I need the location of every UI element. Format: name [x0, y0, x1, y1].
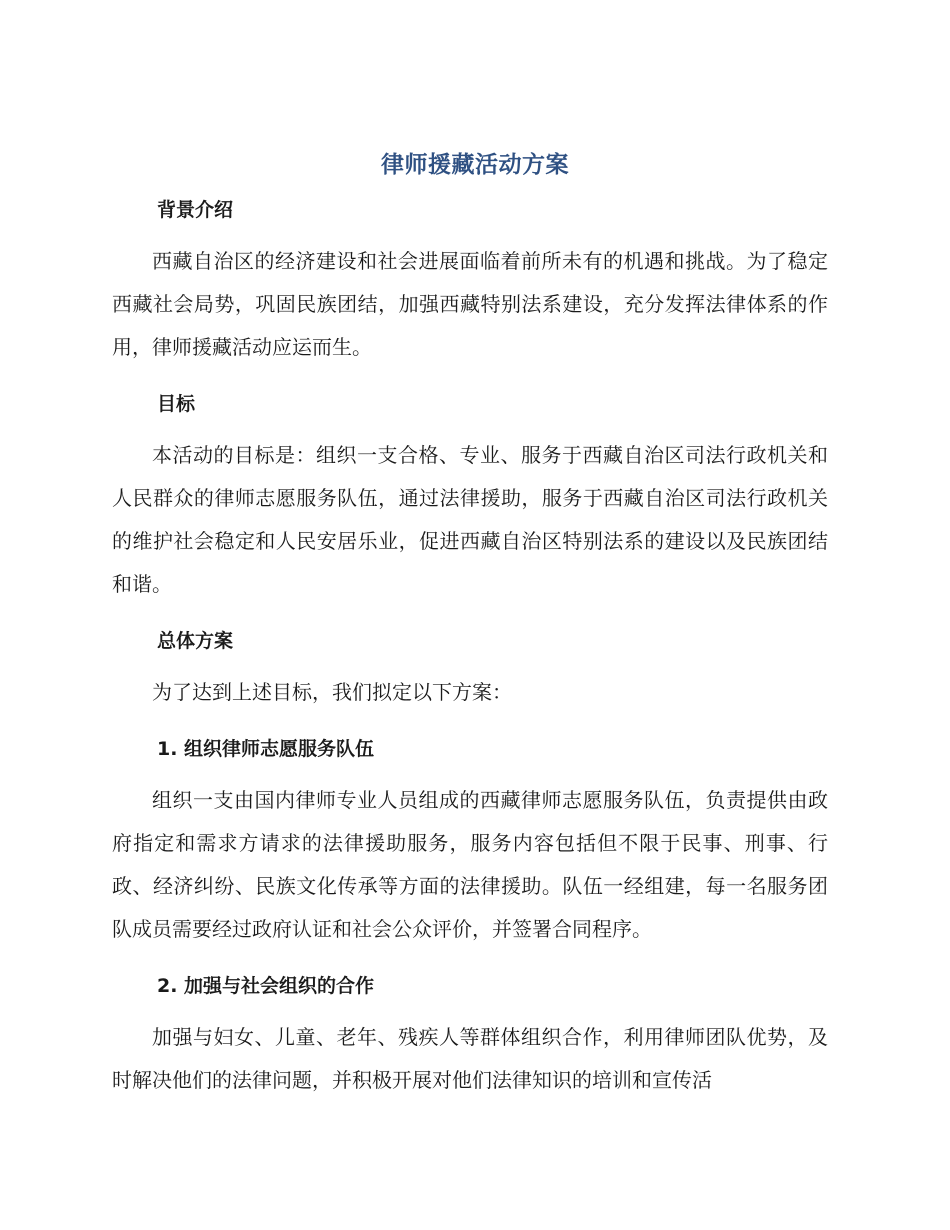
item-heading-2: 2. 加强与社会组织的合作 [157, 975, 375, 997]
document-title: 律师援藏活动方案 [381, 152, 569, 178]
section-text-background: 西藏自治区的经济建设和社会进展面临着前所未有的机遇和挑战。为了稳定西藏社会局势，巩固民族团结，加强西藏特别法系建设，充分发挥法律体系的作用，律师援藏活动应运而生。 [112, 249, 828, 359]
section-heading-plan: 总体方案 [157, 630, 234, 652]
section-text-goal: 本活动的目标是：组织一支合格、专业、服务于西藏自治区司法行政机关和人民群众的律师志愿服务队伍，通过法律援助，服务于西藏自治区司法行政机关的维护社会稳定和人民安居乐业，促进西藏自治区特别法系的建设以及民族团结和谐。 [112, 443, 828, 596]
item-text-2: 加强与妇女、儿童、老年、残疾人等群体组织合作，利用律师团队优势，及时解决他们的法律问题，并积极开展对他们法律知识的培训和宣传活 [112, 1025, 828, 1092]
section-heading-goal: 目标 [157, 393, 196, 415]
section-heading-background: 背景介绍 [157, 199, 234, 221]
item-heading-1: 1. 组织律师志愿服务队伍 [157, 738, 375, 760]
section-text-plan-intro: 为了达到上述目标，我们拟定以下方案： [152, 680, 512, 704]
item-text-1: 组织一支由国内律师专业人员组成的西藏律师志愿服务队伍，负责提供由政府指定和需求方请求的法律援助服务，服务内容包括但不限于民事、刑事、行政、经济纠纷、民族文化传承等方面的法律援助。队伍一经组建，每一名服务团队成员需要经过政府认证和社会公众评价，并签署合同程序。 [112, 788, 828, 941]
